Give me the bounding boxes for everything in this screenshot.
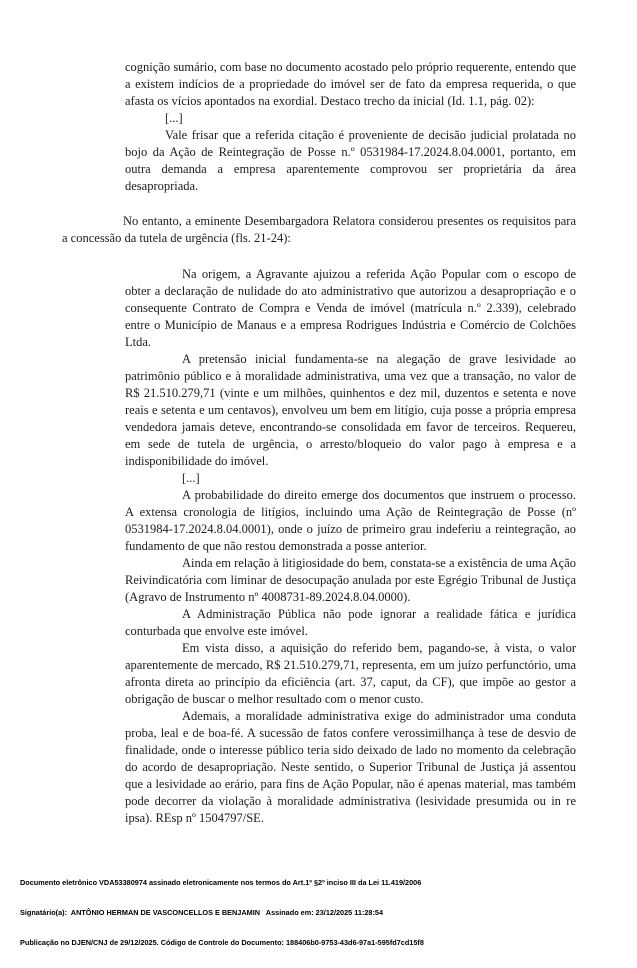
- quote-paragraph: Ademais, a moralidade administrativa exige do administrador uma conduta proba, leal e de boa-fé. A sucessão de fatos confere verossimilhança à tese de desvio de finalidade, onde o interesse público teria sido deixado de lado no momento da celebração do acordo de desapropriação. Neste sentido, o Superior Tribunal de Justiça já assentou que a lesividade ao erário, para fins de Ação Popular, não é apenas material, mas também pode decorrer da violação à moralidade administrativa (lesividade presumida ou in re ipsa). REsp nº 1504797/SE.: [125, 709, 576, 825]
- main-body-paragraph: No entanto, a eminente Desembargadora Relatora considerou presentes os requisitos para a concessão da tutela de urgência (fls. 21-24):: [62, 214, 576, 245]
- quoted-excerpt-relatora-decision: [125, 266, 576, 827]
- quote-paragraph: Em vista disso, a aquisição do referido bem, pagando-se, à vista, o valor aparentemente de mercado, R$ 21.510.279,71, representa, em um juízo perfunctório, uma afronta direta ao princípio da eficiência (art. 37, caput, da CF), que impõe ao gestor a obrigação de buscar o melhor resultado com o menor custo.: [125, 641, 576, 706]
- quote-paragraph: Na origem, a Agravante ajuizou a referida Ação Popular com o escopo de obter a declaração de nulidade do ato administrativo que autorizou a desapropriação e o consequente Contrato de Compra e Venda de imóvel (matrícula n.º 2.339), celebrado entre o Município de Manaus e a empresa Rodrigues Indústria e Comércio de Colchões Ltda.: [125, 267, 576, 349]
- footer-line-document-id: Documento eletrônico VDA53380974 assinado eletronicamente nos termos do Art.1º §2º inciso III da Lei 11.419/2006: [20, 878, 422, 887]
- quote-paragraph: cognição sumário, com base no documento acostado pelo próprio requerente, entendo que a existem indícios de a propriedade do imóvel ser de fato da empresa requerida, o que afasta os vícios apontados na exordial. Destaco trecho da inicial (Id. 1.1, pág. 02):: [125, 60, 576, 108]
- quoted-excerpt-initial-decision: [125, 59, 576, 195]
- quote-ellipsis: [...]: [165, 111, 183, 125]
- signature-footer: [20, 858, 620, 968]
- quote-paragraph: A probabilidade do direito emerge dos documentos que instruem o processo. A extensa cronologia de litígios, incluindo uma Ação de Reintegração de Posse (nº 0531984-17.2024.8.04.0001), onde o juízo de primeiro grau indeferiu a reintegração, ao fundamento de que não restou demonstrada a posse anterior.: [125, 488, 576, 553]
- document-body: [62, 59, 576, 827]
- quote-paragraph: Vale frisar que a referida citação é proveniente de decisão judicial prolatada no bojo da Ação de Reintegração de Posse n.º 0531984-17.2024.8.04.0001, portanto, em outra demanda a empresa aparentemente comprovou ser proprietária da área desapropriada.: [125, 128, 576, 193]
- footer-line-signatory: Signatário(a): ANTÔNIO HERMAN DE VASCONCELLOS E BENJAMIN Assinado em: 23/12/2025 11:28:54: [20, 908, 384, 917]
- quote-ellipsis: [...]: [182, 471, 200, 485]
- quote-paragraph: A pretensão inicial fundamenta-se na alegação de grave lesividade ao patrimônio público e à moralidade administrativa, uma vez que a transação, no valor de R$ 21.510.279,71 (vinte e um milhões, quinhentos e dez mil, duzentos e setenta e nove reais e setenta e um centavos), envolveu um bem em litígio, cuja posse a própria empresa vendedora jamais deteve, encontrando-se consolidada em favor de terceiros. Requereu, em sede de tutela de urgência, o arresto/bloqueio do valor pago à empresa e a indisponibilidade do imóvel.: [125, 352, 576, 468]
- quote-paragraph: Ainda em relação à litigiosidade do bem, constata-se a existência de uma Ação Reivindicatória com liminar de desocupação anulada por este Egrégio Tribunal de Justiça (Agravo de Instrumento nº 4008731-89.2024.8.04.0000).: [125, 556, 576, 604]
- quote-paragraph: A Administração Pública não pode ignorar a realidade fática e jurídica conturbada que envolve este imóvel.: [125, 607, 576, 638]
- footer-line-publication-control-code: Publicação no DJEN/CNJ de 29/12/2025. Código de Controle do Documento: 188406b0-9753-43d6-97a1-595fd7cd15f8: [20, 938, 424, 947]
